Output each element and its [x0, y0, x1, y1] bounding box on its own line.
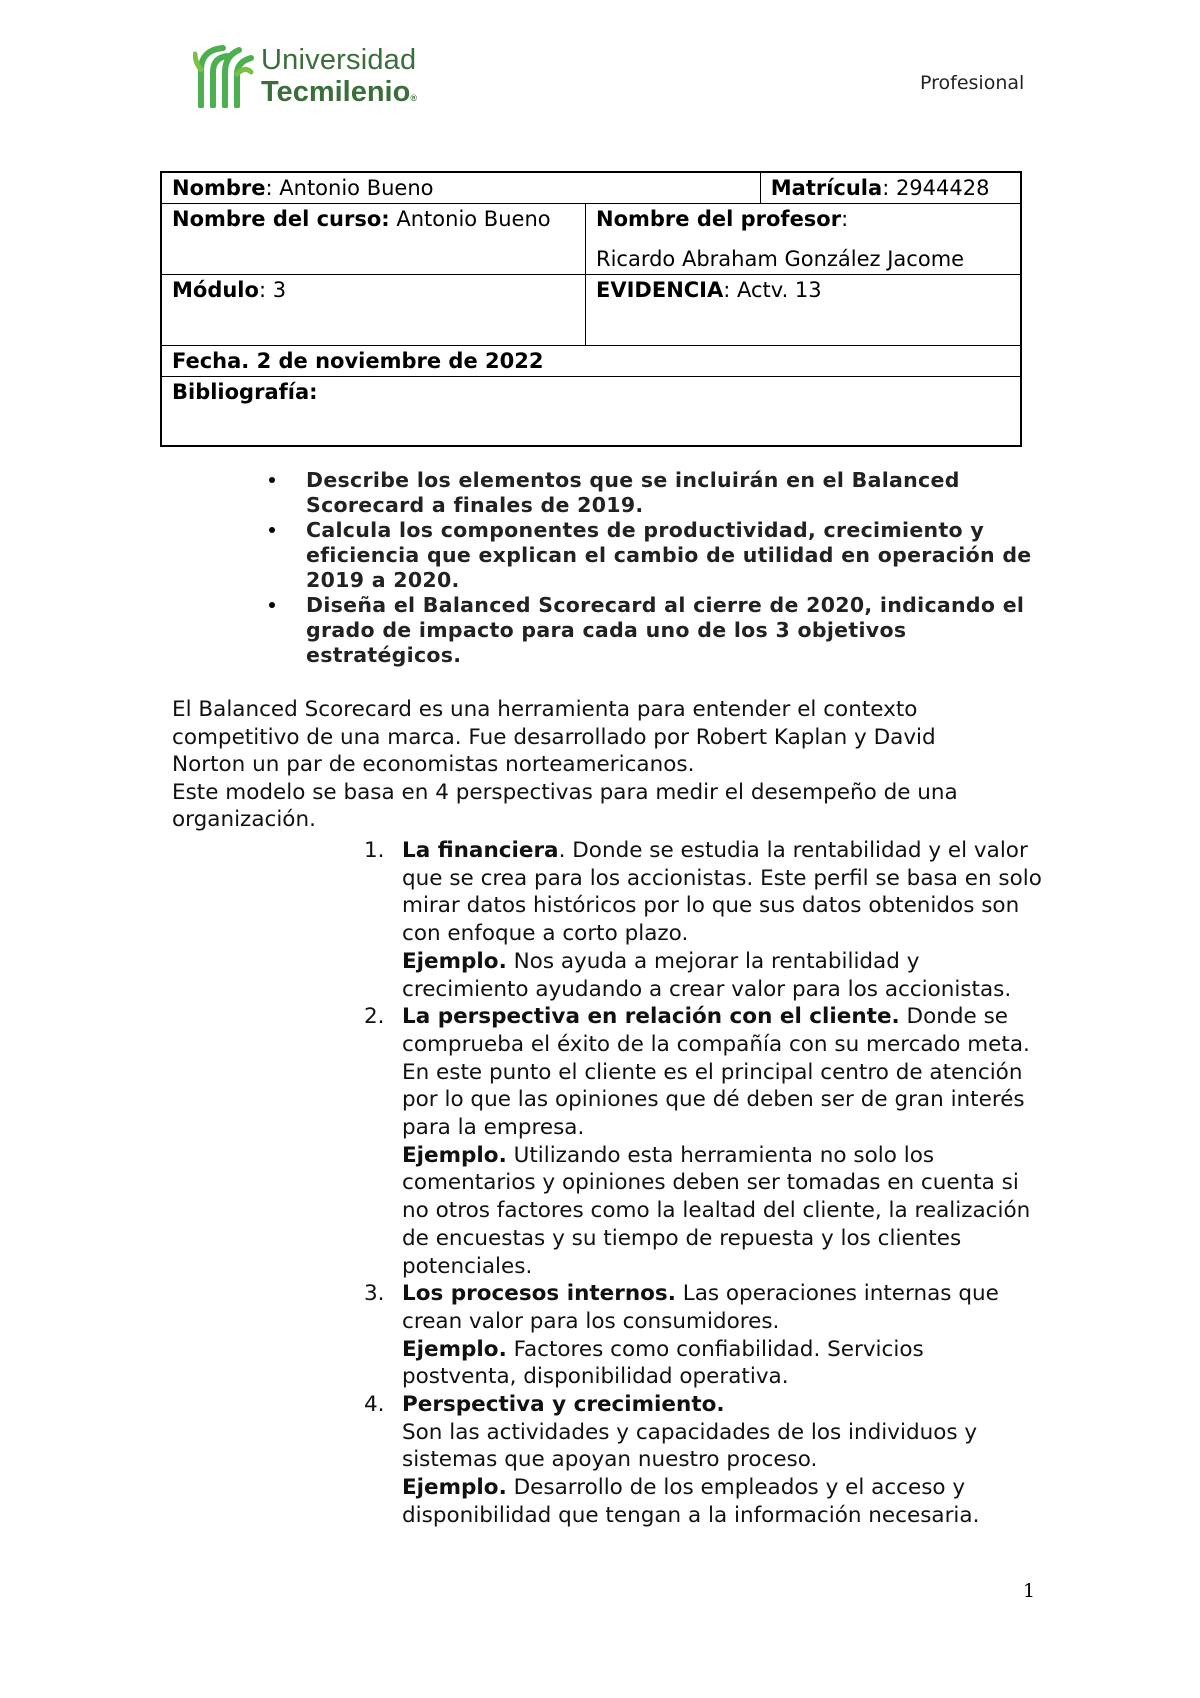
curso-value: Antonio Bueno — [389, 207, 551, 231]
perspective-item-procesos: 3. Los procesos internos. Las operaciones internas que crean valor para los consumidores. Ejemplo. Factores como confiabilidad. Servicios postventa, disponibilidad operativa. — [364, 1281, 999, 1390]
perspective-item-cliente: 2. La perspectiva en relación con el cliente. Donde se comprueba el éxito de la compañía con su mercado meta. En este punto el cliente es el principal centro de atención por lo que las opiniones que dé deben ser de gran interés para la empresa. Ejemplo. Utilizando esta herramienta no solo los comentarios y opiniones deben ser tomadas en cuenta si no otros factores como la lealtad del cliente, la realización de encuestas y su tiempo de repuesta y los clientes potenciales. — [364, 1004, 1031, 1279]
perspective-item-financiera: 1. La financiera. Donde se estudia la rentabilidad y el valor que se crea para los accionistas. Este perfil se basa en solo mirar datos históricos por lo que sus datos obtenidos son con enfoque a corto plazo. Ejemplo. Nos ayuda a mejorar la rentabilidad y crecimiento ayudando a crear valor para los accionistas. — [364, 838, 1042, 1002]
perspective-item-crecimiento: 4. Perspectiva y crecimiento. Son las actividades y capacidades de los individuos y sistemas que apoyan nuestro proceso. Ejemplo. Desarrollo de los empleados y el acceso y disponibilidad que tengan a la información necesaria. — [364, 1392, 980, 1528]
curso-label: Nombre del curso: — [172, 207, 390, 231]
list-item: Describe los elementos que se incluirán en el Balanced Scorecard a finales de 2019. — [265, 468, 1045, 518]
list-item: Diseña el Balanced Scorecard al cierre de 2020, indicando el grado de impacto para cada uno de los 3 objetivos estratégicos. — [265, 593, 1045, 668]
matricula-value: : 2944428 — [882, 176, 990, 200]
tecmilenio-leaf-icon — [193, 42, 255, 108]
curso-cell — [161, 204, 586, 275]
evidencia-label: EVIDENCIA — [596, 278, 724, 302]
bullet-dot-icon — [269, 477, 275, 483]
logo-line2: Tecmilenio® — [261, 76, 417, 108]
fecha-cell — [161, 346, 1021, 377]
bullet-dot-icon — [269, 527, 275, 533]
bullet-dot-icon — [269, 602, 275, 608]
student-info-table — [160, 171, 1022, 447]
bibliografia-label: Bibliografía: — [172, 380, 318, 404]
registered-mark: ® — [410, 93, 417, 103]
modulo-cell — [161, 275, 586, 346]
fecha-text: Fecha. 2 de noviembre de 2022 — [172, 349, 544, 373]
evidencia-cell — [586, 275, 1022, 346]
nombre-label: Nombre — [172, 176, 266, 200]
nombre-cell — [161, 172, 760, 204]
profesor-label: Nombre del profesor — [596, 207, 842, 231]
intro-paragraph-1: El Balanced Scorecard es una herramienta para entender el contexto competitivo de una marca. Fue desarrollado por Robert Kaplan y David Norton un par de economistas norteamericanos. — [172, 697, 936, 777]
list-item: Calcula los componentes de productividad, crecimiento y eficiencia que explican el cambio de utilidad en operación de 2019 a 2020. — [265, 518, 1045, 593]
page-number: 1 — [1023, 1580, 1036, 1602]
perspectives-list — [364, 837, 1044, 1530]
profesor-value: Ricardo Abraham González Jacome — [596, 247, 965, 271]
university-logo — [193, 40, 433, 110]
intro-text — [172, 696, 1002, 834]
header-profesional-label: Profesional — [920, 72, 1025, 94]
intro-paragraph-2: Este modelo se basa en 4 perspectivas para medir el desempeño de una organización. — [172, 779, 958, 832]
instructions-list — [265, 468, 1045, 668]
evidencia-value: : Actv. 13 — [723, 278, 822, 302]
matricula-cell — [760, 172, 1021, 204]
modulo-label: Módulo — [172, 278, 259, 302]
matricula-label: Matrícula — [770, 176, 883, 200]
profesor-cell: Nombre del profesor: Ricardo Abraham González Jacome — [586, 204, 1022, 275]
nombre-value: : Antonio Bueno — [265, 176, 434, 200]
modulo-value: : 3 — [258, 278, 287, 302]
bibliografia-cell — [161, 377, 1021, 447]
logo-line1: Universidad — [261, 44, 417, 76]
